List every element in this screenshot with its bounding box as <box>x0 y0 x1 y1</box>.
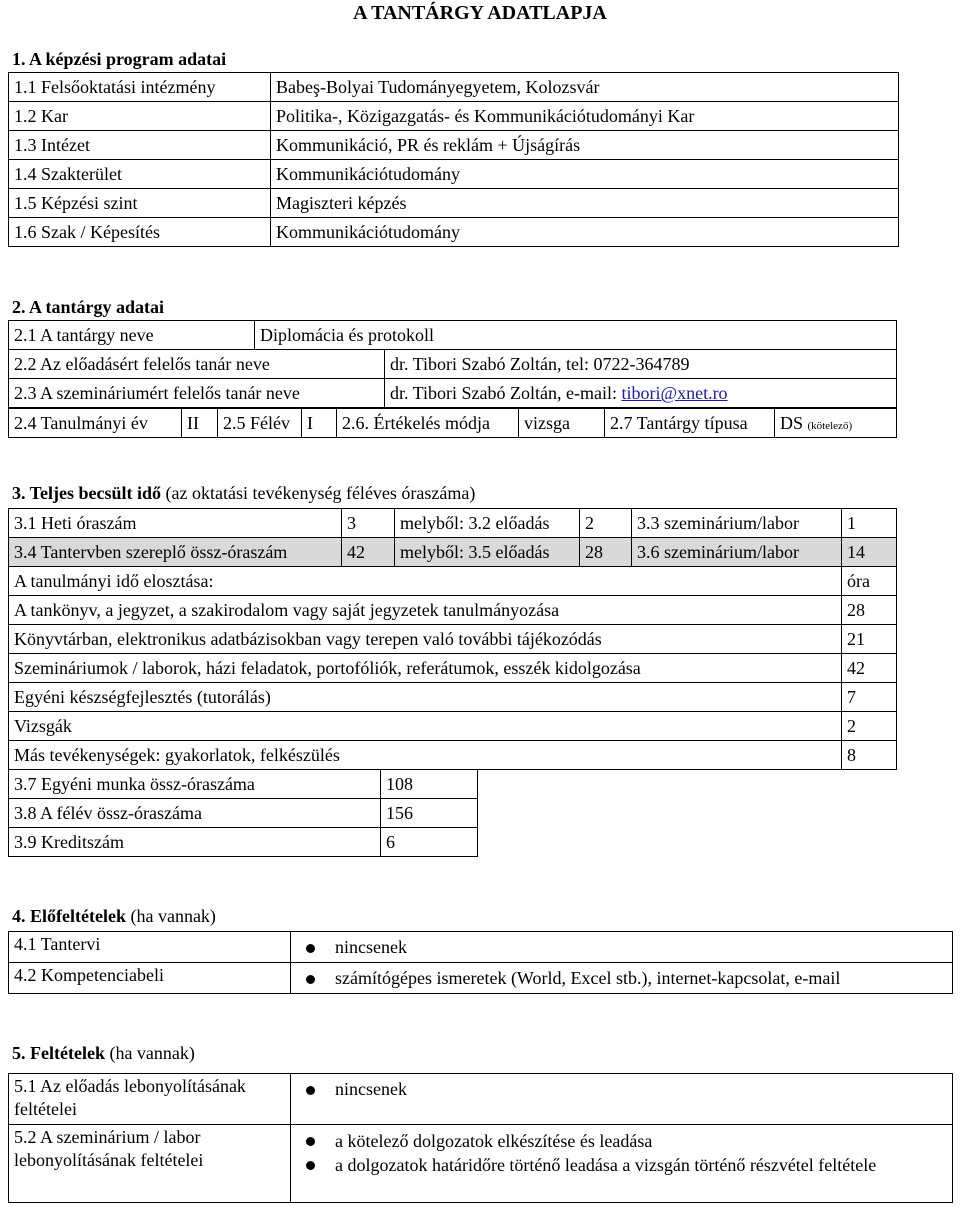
evaluation-value: vizsga <box>519 409 605 438</box>
section-3-heading: 3. Teljes becsült idő (az oktatási tevékenység féléves óraszáma) <box>12 483 476 503</box>
total-lecture-value: 28 <box>580 538 632 567</box>
section-2-heading: 2. A tantárgy adatai <box>12 297 165 317</box>
prereq-curricular-label: 4.1 Tantervi <box>9 932 291 963</box>
credits-label: 3.9 Kreditszám <box>9 828 381 857</box>
individual-work-value: 108 <box>381 770 478 799</box>
total-lecture-label: melyből: 3.5 előadás <box>395 538 580 567</box>
weekly-lecture-value: 2 <box>580 509 632 538</box>
course-name-value: Diplomácia és protokoll <box>255 321 897 350</box>
prereq-competence-label: 4.2 Kompetenciabeli <box>9 963 291 994</box>
hours-table <box>8 508 897 567</box>
credits-value: 6 <box>381 828 478 857</box>
row-label: 1.6 Szak / Képesítés <box>9 218 271 247</box>
distribution-row-value: 42 <box>842 654 897 683</box>
year-label: 2.4 Tanulmányi év <box>9 409 182 438</box>
bullet-icon <box>306 944 315 953</box>
distribution-row-label: Vizsgák <box>9 712 842 741</box>
course-type-note: (kötelező) <box>807 420 853 432</box>
time-distribution-table <box>8 566 897 770</box>
weekly-hours-value: 3 <box>342 509 395 538</box>
bullet-icon <box>306 1137 315 1146</box>
lecture-conditions-value: nincsenek <box>291 1074 953 1125</box>
row-value: Kommunikációtudomány <box>271 160 899 189</box>
row-label: 1.1 Felsőoktatási intézmény <box>9 73 271 102</box>
program-data-table <box>8 72 899 247</box>
weekly-lecture-label: melyből: 3.2 előadás <box>395 509 580 538</box>
distribution-row-value: 28 <box>842 596 897 625</box>
distribution-header: A tanulmányi idő elosztása: <box>9 567 842 596</box>
weekly-seminar-label: 3.3 szeminárium/labor <box>632 509 842 538</box>
total-seminar-value: 14 <box>842 538 897 567</box>
bullet-icon <box>306 1161 315 1170</box>
seminar-teacher-label: 2.3 A szemináriumért felelős tanár neve <box>9 379 385 408</box>
individual-work-label: 3.7 Egyéni munka össz-óraszáma <box>9 770 381 799</box>
distribution-unit: óra <box>842 567 897 596</box>
section-5-heading: 5. Feltételek (ha vannak) <box>12 1043 195 1063</box>
email-link[interactable]: tibori@xnet.ro <box>621 383 728 403</box>
weekly-hours-label: 3.1 Heti óraszám <box>9 509 342 538</box>
lecturer-label: 2.2 Az előadásért felelős tanár neve <box>9 350 385 379</box>
course-type-label: 2.7 Tantárgy típusa <box>605 409 775 438</box>
semester-total-value: 156 <box>381 799 478 828</box>
row-label: 1.2 Kar <box>9 102 271 131</box>
row-label: 1.4 Szakterület <box>9 160 271 189</box>
conditions-table <box>8 1073 953 1203</box>
row-value: Politika-, Közigazgatás- és Kommunikációtudományi Kar <box>271 102 899 131</box>
teachers-table <box>8 349 897 408</box>
section-1-heading: 1. A képzési program adatai <box>12 49 227 69</box>
weekly-seminar-value: 1 <box>842 509 897 538</box>
course-attributes-table <box>8 408 897 438</box>
row-value: Magiszteri képzés <box>271 189 899 218</box>
lecturer-value: dr. Tibori Szabó Zoltán, tel: 0722-364789 <box>385 350 897 379</box>
distribution-row-value: 7 <box>842 683 897 712</box>
row-label: 1.3 Intézet <box>9 131 271 160</box>
distribution-row-label: Más tevékenységek: gyakorlatok, felkészülés <box>9 741 842 770</box>
distribution-row-value: 8 <box>842 741 897 770</box>
distribution-row-value: 2 <box>842 712 897 741</box>
section-4-heading: 4. Előfeltételek (ha vannak) <box>12 906 216 926</box>
semester-value: I <box>302 409 337 438</box>
course-type-value: DS (kötelező) <box>775 409 897 438</box>
total-seminar-label: 3.6 szeminárium/labor <box>632 538 842 567</box>
year-value: II <box>182 409 218 438</box>
evaluation-label: 2.6. Értékelés módja <box>337 409 519 438</box>
totals-table <box>8 769 478 857</box>
prerequisites-table <box>8 931 953 994</box>
bullet-icon <box>306 975 315 984</box>
semester-label: 2.5 Félév <box>218 409 302 438</box>
distribution-row-label: Szemináriumok / laborok, házi feladatok, portofóliók, referátumok, esszék kidolgozása <box>9 654 842 683</box>
course-name-table <box>8 320 897 350</box>
prereq-competence-value: számítógépes ismeretek (World, Excel stb.), internet-kapcsolat, e-mail <box>291 963 953 994</box>
row-value: Kommunikáció, PR és reklám + Újságírás <box>271 131 899 160</box>
seminar-teacher-value: dr. Tibori Szabó Zoltán, e-mail: tibori@xnet.ro <box>385 379 897 408</box>
row-value: Kommunikációtudomány <box>271 218 899 247</box>
row-value: Babeş-Bolyai Tudományegyetem, Kolozsvár <box>271 73 899 102</box>
seminar-conditions-label: 5.2 A szeminárium / labor lebonyolításának feltételei <box>9 1125 291 1203</box>
distribution-row-label: A tankönyv, a jegyzet, a szakirodalom vagy saját jegyzetek tanulmányozása <box>9 596 842 625</box>
seminar-conditions-value: a kötelező dolgozatok elkészítése és leadása a dolgozatok határidőre történő leadása a vizsgán történő részvétel feltétele <box>291 1125 953 1203</box>
lecture-conditions-label: 5.1 Az előadás lebonyolításának feltételei <box>9 1074 291 1125</box>
distribution-row-label: Egyéni készségfejlesztés (tutorálás) <box>9 683 842 712</box>
row-label: 1.5 Képzési szint <box>9 189 271 218</box>
total-hours-value: 42 <box>342 538 395 567</box>
distribution-row-label: Könyvtárban, elektronikus adatbázisokban vagy terepen való további tájékozódás <box>9 625 842 654</box>
prereq-curricular-value: nincsenek <box>291 932 953 963</box>
total-hours-label: 3.4 Tantervben szereplő össz-óraszám <box>9 538 342 567</box>
semester-total-label: 3.8 A félév össz-óraszáma <box>9 799 381 828</box>
page-title: A TANTÁRGY ADATLAPJA <box>353 2 607 24</box>
distribution-row-value: 21 <box>842 625 897 654</box>
course-name-label: 2.1 A tantárgy neve <box>9 321 255 350</box>
bullet-icon <box>306 1086 315 1095</box>
